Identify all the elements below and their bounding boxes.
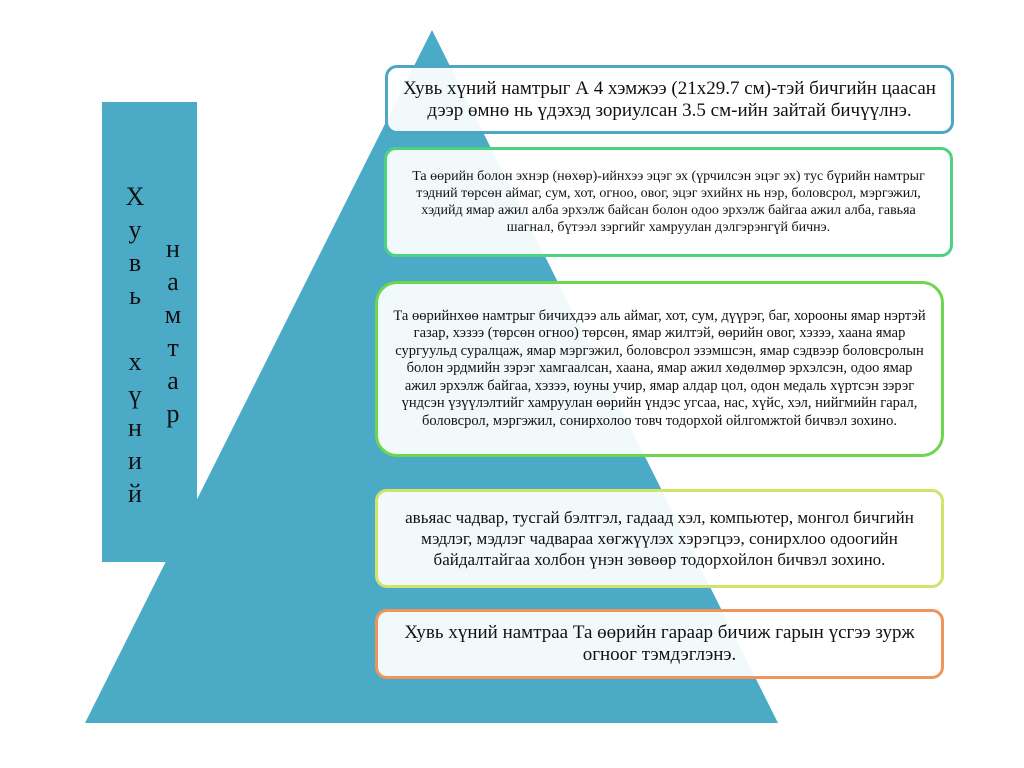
step-box-signature [375,609,944,679]
step-box-own-biography [375,281,944,457]
step-text: Та өөрийнхөө намтрыг бичихдээ аль аймаг, хот, сум, дүүрэг, баг, хорооны ямар нэртэй газар, хэзээ (төрсөн огноо) төрсөн, ямар жилтэй, өөрийн овог, хэзээ, хаана ямар сургуульд суралцаж, ямар мэргэжил, боловсрол эзэмшсэн, ямар сэдвээр боловсролын болон эрдмийн зэрэг хамгаалсан, хаана, ямар ажил хөдөлмөр эрхэлсэн, одоо ямар ажил эрхэлж байгаа, хэзээ, юуны учир, ямар алдар цол, одон медаль хүртсэн зэрэг үндсэн үзүүлэлтийг хамруулан өөрийн үндэс угсаа, нас, хүйс, хэл, нийгмийн гарал, боловсрол, мэргэжил, сонирхолоо товч тодорхой ойлгомжтой бичвэл зохино. [393,307,926,429]
step-text: Та өөрийн болон эхнэр (нөхөр)-ийнхээ эцэг эх (үрчилсэн эцэг эх) тус бүрийн намтрыг тэдний төрсөн аймаг, сум, хот, огноо, овог, эцэг эхийнх нь нэр, боловсрол, мэргэжил, хэдийд ямар ажил алба эрхэлж байсан болон одоо эрхэлж байгаа ажил алба, гавьяа шагнал, бүтээл зэргийг хамруулан дэлгэрэнгүй бичнэ. [412,169,925,235]
title-letter: ү [128,380,142,409]
title-word-namtar [158,232,188,430]
step-box-paper-format [385,65,954,134]
title-letter: н [166,234,180,263]
step-text: Хувь хүний намтрыг А 4 хэмжээ (21х29.7 см)-тэй бичгийн цаасан дээр өмнө нь үдэхэд зориулсан 3.5 см-ийн зайтай бичүүлнэ. [403,77,936,121]
title-letter: у [128,215,142,244]
step-text: Хувь хүний намтраа Та өөрийн гараар бичиж гарын үсгээ зурж огноог тэмдэглэнэ. [404,622,915,665]
title-letter: в [128,248,142,277]
step-box-skills [375,489,944,588]
step-text: авьяас чадвар, тусгай бэлтгэл, гадаад хэл, компьютер, монгол бичгийн мэдлэг, мэдлэг чадвараа хөгжүүлэх хэрэгцээ, сонирхлоо одоогийн байдалтайгаа холбон үнэн зөвөөр тодорхойлон бичвэл зохино. [405,508,914,569]
title-letter: й [128,479,142,508]
step-box-parents-biography [384,147,953,257]
title-letter: р [166,399,180,428]
title-word-huvi-hunii [120,180,150,510]
title-letter: т [167,333,179,362]
title-letter: х [128,347,142,376]
title-letter: м [164,300,182,329]
title-letter: и [128,446,142,475]
title-letter: Х [125,182,145,211]
title-letter: а [167,366,179,395]
title-letter: н [128,413,142,442]
title-letter: а [167,267,179,296]
title-letter: ь [129,281,141,310]
